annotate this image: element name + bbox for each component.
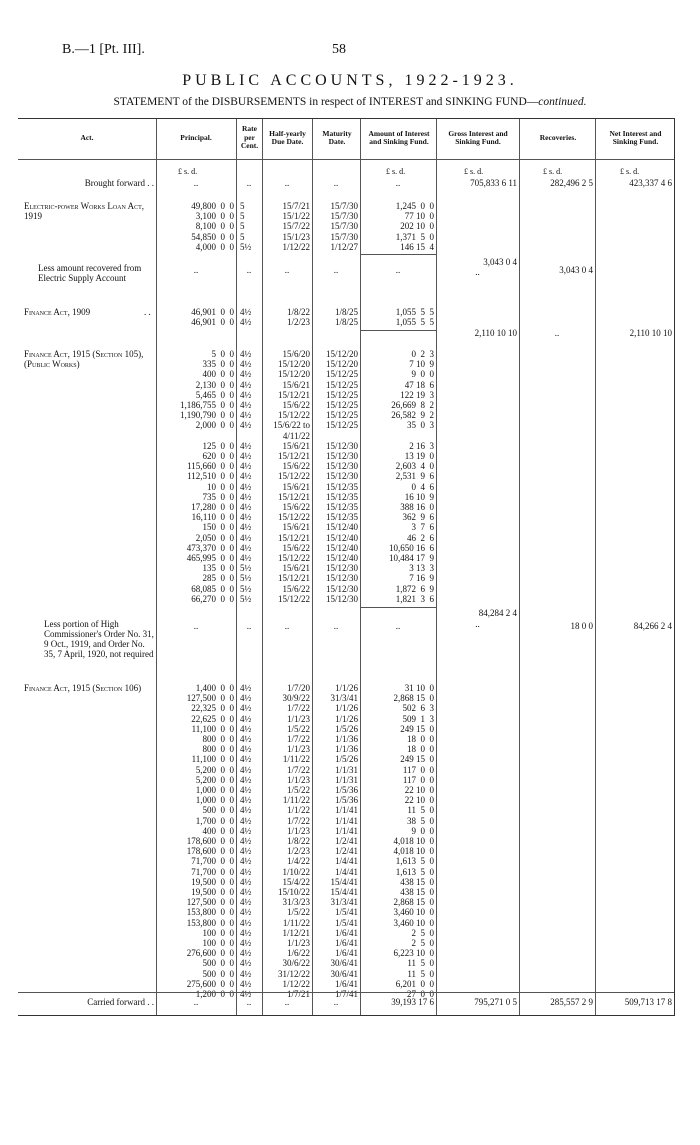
sec2-half: 1/8/22 1/2/23	[286, 307, 310, 328]
col-halfyearly: Half-yearly Due Date.	[269, 128, 306, 146]
header-rule	[18, 159, 674, 160]
disbursements-table	[18, 118, 675, 1016]
cf-rate: ..	[246, 997, 252, 1007]
sec1-amount-rule	[360, 254, 436, 255]
bf-net: 423,337 4 6	[629, 178, 672, 188]
subtitle-continued: continued.	[538, 96, 587, 108]
cf-principal: ..	[193, 997, 199, 1007]
units-amount: £ s. d.	[386, 167, 406, 176]
sec2-principal: 46,901 0 0 46,901 0 0	[191, 307, 234, 328]
col-rate: Rate per Cent.	[240, 124, 259, 151]
act-finance-1915-s106: Finance Act, 1915 (Section 106)	[24, 683, 142, 693]
rule-principal	[156, 119, 157, 1015]
cf-gross: 795,271 0 5	[474, 997, 517, 1007]
bf-maturity: ..	[333, 178, 339, 188]
sec1-half: 15/7/21 15/1/22 15/7/22 15/1/23 1/12/22	[282, 201, 310, 252]
page-title: PUBLIC ACCOUNTS, 1922-1923.	[182, 72, 518, 89]
units-net: £ s. d.	[620, 167, 640, 176]
sec3-less-rate: ..	[246, 621, 252, 631]
sec4-half: 1/7/20 30/9/22 1/7/22 1/1/23 1/5/22 1/7/22 1/1/23 1/11/22 1/7/22 1/1/23 1/5/22 1/11/22 1/1/22 1/7/22 1/1/23 1/8/22 1/2/23 1/4/22 1/10/22 15/4/22 15/10/22 31/3/23 1/5/22 1/11/22 1/12/21 1/1/23 1/6/22 30/6/22 31/12/22 1/12/22 1/7/21	[277, 683, 310, 1000]
sec1-less-amount: ..	[395, 265, 401, 275]
sec3-amount-rule	[360, 607, 436, 608]
carried-forward-rule	[18, 992, 674, 993]
bf-half: ..	[284, 178, 290, 188]
statement-subtitle	[0, 96, 700, 108]
sec2-maturity: 1/8/25 1/8/25	[334, 307, 358, 328]
bf-gross: 705,833 6 11	[470, 178, 517, 188]
sec1-less-maturity: ..	[333, 265, 339, 275]
col-principal: Principal.	[180, 132, 212, 142]
cf-net: 509,713 17 8	[624, 997, 672, 1007]
rule-rate	[236, 119, 237, 1015]
page-number: 58	[332, 42, 346, 57]
sec3-principal: 5 0 0 335 0 0 400 0 0 2,130 0 0 5,465 0 0 1,186,755 0 0 1,190,790 0 0 2,000 0 0 125 0 0 620 0 0 115,660 0 0 112,510 0 0 10 0 0 735 0 0 17,280 0 0 16,110 0 0 150 0 0 2,050 0 0 473,370 0 0 465,995 0 0 135 0 0 285 0 0 68,085 0 0 66,270 0 0	[180, 349, 234, 604]
col-net: Net Interest and Sinking Fund.	[609, 128, 662, 146]
sec2-recoveries: ..	[554, 328, 560, 338]
sec1-less-recoveries: 3,043 0 4	[559, 265, 593, 275]
bf-amount: ..	[395, 178, 401, 188]
sec4-amount: 31 10 0 2,868 15 0 502 6 3 509 1 3 249 15 0 18 0 0 18 0 0 249 15 0 117 0 0 117 0 0 22 10 0 22 10 0 11 5 0 38 5 0 9 0 0 4,018 10 0 4,018 10 0 1,613 5 0 1,613 5 0 438 15 0 438 15 0 2,868 15 0 3,460 10 0 3,460 10 0 2 5 0 2 5 0 6,223 10 0 11 5 0 11 5 0 6,201 0 0 27 0 0	[393, 683, 434, 1000]
units-recoveries: £ s. d.	[543, 167, 563, 176]
sec2-gross: 2,110 10 10	[474, 328, 517, 338]
sec3-less-recoveries: 18 0 0	[570, 621, 593, 631]
sec1-less-gross: ..	[475, 267, 480, 277]
sec3-amount: 0 2 3 7 10 9 9 0 0 47 18 6 122 19 3 26,669 8 2 26,582 9 2 35 0 3 2 16 3 13 19 0 2,603 4 0 2,531 9 6 0 4 6 16 10 9 388 16 0 362 9 6 3 7 6 46 2 6 10,650 16 6 10,484 17 9 3 13 3 7 16 9 1,872 6 9 1,821 3 6	[389, 349, 434, 604]
sec1-principal: 49,800 0 0 3,100 0 0 8,100 0 0 54,850 0 0 4,000 0 0	[191, 201, 234, 252]
sec2-rate: 4½ 4½	[240, 307, 252, 328]
subtitle-main: STATEMENT of the DISBURSEMENTS in respect of INTEREST and SINKING FUND—	[113, 96, 539, 108]
units-gross: £ s. d.	[464, 167, 484, 176]
act-electric-power: Electric-power Works Loan Act, 1919	[24, 201, 144, 221]
bf-rate: ..	[246, 178, 252, 188]
sec2-amount: 1,055 5 5 1,055 5 5	[395, 307, 434, 328]
sec3-rate: 4½ 4½ 4½ 4½ 4½ 4½ 4½ 4½ 4½ 4½ 4½ 4½ 4½ 4½ 4½ 4½ 4½ 4½ 4½ 4½ 5½ 5½ 5½ 5½	[240, 349, 252, 604]
cf-half: ..	[284, 997, 290, 1007]
carried-forward-label: Carried forward . .	[87, 997, 154, 1007]
rule-maturity	[312, 119, 313, 1015]
sec1-amount: 1,245 0 0 77 10 0 202 10 0 1,371 5 0 146 15 4	[395, 201, 434, 252]
rule-half	[262, 119, 263, 1015]
units-principal: £ s. d.	[178, 167, 198, 176]
bf-recoveries: 282,496 2 5	[550, 178, 593, 188]
rule-gross	[436, 119, 437, 1015]
sec4-maturity: 1/1/26 31/3/41 1/1/26 1/1/26 1/5/26 1/1/36 1/1/36 1/5/26 1/1/31 1/1/31 1/5/36 1/5/36 1/1/41 1/1/41 1/1/41 1/2/41 1/2/41 1/4/41 1/4/41 15/4/41 15/4/41 31/3/41 1/5/41 1/5/41 1/6/41 1/6/41 1/6/41 30/6/41 30/6/41 1/6/41 1/7/41	[330, 683, 358, 1000]
col-recoveries: Recoveries.	[539, 132, 577, 142]
rule-recoveries	[519, 119, 520, 1015]
sec3-less-net: 84,266 2 4	[633, 621, 672, 631]
cf-recoveries: 285,557 2 9	[550, 997, 593, 1007]
sec2-net: 2,110 10 10	[629, 328, 672, 338]
sec1-less-rate: ..	[246, 265, 252, 275]
brought-forward-label: Brought forward . .	[84, 178, 154, 188]
sec1-less-label: Less amount recovered from Electric Supply Account	[38, 263, 142, 283]
act-finance-1915-s105: Finance Act, 1915 (Section 105), (Public Works)	[24, 349, 144, 369]
sec1-maturity: 15/7/30 15/7/30 15/7/30 15/7/30 1/12/27	[330, 201, 358, 252]
col-maturity: Maturity Date.	[322, 128, 352, 146]
cf-maturity: ..	[333, 997, 339, 1007]
sec3-gross: 84,284 2 4	[478, 608, 517, 618]
sec1-less-half: ..	[284, 265, 290, 275]
sec3-half: 15/6/20 15/12/20 15/12/20 15/6/21 15/12/21 15/6/22 15/12/22 15/6/22 to 4/11/22 15/6/21 15/12/21 15/6/22 15/12/22 15/6/21 15/12/21 15/6/22 15/12/22 15/6/21 15/12/21 15/6/22 15/12/22 15/6/21 15/12/21 15/6/22 15/12/22	[273, 349, 310, 604]
cf-amount: 39,193 17 6	[391, 997, 434, 1007]
sec2-amount-rule	[360, 330, 436, 331]
sec1-less-principal: ..	[193, 265, 199, 275]
sec3-maturity: 15/12/20 15/12/20 15/12/25 15/12/25 15/12/25 15/12/25 15/12/25 15/12/25 15/12/30 15/12/30 15/12/30 15/12/30 15/12/35 15/12/35 15/12/35 15/12/35 15/12/40 15/12/40 15/12/40 15/12/40 15/12/30 15/12/30 15/12/30 15/12/30	[325, 349, 358, 604]
sec4-principal: 1,400 0 0 127,500 0 0 22,325 0 0 22,625 0 0 11,100 0 0 800 0 0 800 0 0 11,100 0 0 5,200 0 0 5,200 0 0 1,000 0 0 1,000 0 0 500 0 0 1,700 0 0 400 0 0 178,600 0 0 178,600 0 0 71,700 0 0 71,700 0 0 19,500 0 0 19,500 0 0 127,500 0 0 153,800 0 0 153,800 0 0 100 0 0 100 0 0 276,600 0 0 500 0 0 500 0 0 275,600 0 0 1,200 0 0	[186, 683, 234, 1000]
sec3-less-maturity: ..	[333, 621, 339, 631]
sec3-less-principal: ..	[193, 621, 199, 631]
sec3-less-half: ..	[284, 621, 290, 631]
sec1-gross: 3,043 0 4	[483, 257, 517, 267]
sec3-less-label: Less portion of High Commissioner's Order No. 31, 9 Oct., 1919, and Order No. 35, 7 April, 1920, not required	[44, 619, 154, 659]
act-finance-1909: Finance Act, 1909	[24, 307, 91, 317]
sec3-less-gross: ..	[475, 619, 480, 629]
col-act: Act.	[80, 132, 94, 142]
sec4-rate: 4½ 4½ 4½ 4½ 4½ 4½ 4½ 4½ 4½ 4½ 4½ 4½ 4½ 4½ 4½ 4½ 4½ 4½ 4½ 4½ 4½ 4½ 4½ 4½ 4½ 4½ 4½ 4½ 4½ 4½ 4½	[240, 683, 252, 1000]
document-reference: B.—1 [Pt. III].	[62, 42, 145, 57]
col-amount: Amount of Interest and Sinking Fund.	[368, 128, 430, 146]
sec3-less-amount: ..	[395, 621, 401, 631]
rule-net	[595, 119, 596, 1015]
sec1-rate: 5 5 5 5 5½	[240, 201, 252, 252]
col-gross: Gross Interest and Sinking Fund.	[448, 128, 508, 146]
bf-principal: ..	[193, 178, 199, 188]
sec2-leader: . .	[144, 307, 151, 317]
